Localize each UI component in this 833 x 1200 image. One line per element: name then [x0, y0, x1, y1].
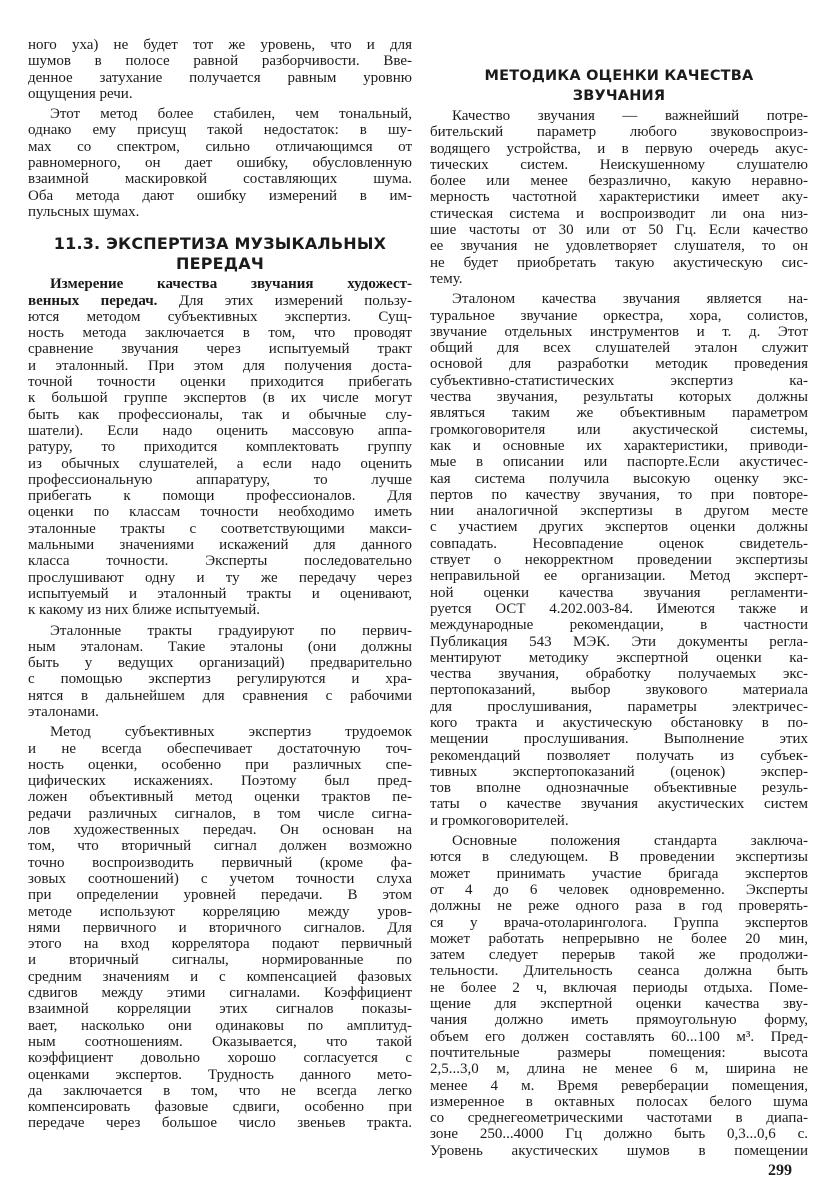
- text-line: [28, 276, 412, 292]
- text-line: должны не реже одного раза в год проверять-: [430, 898, 808, 915]
- text-line: для прослушивания, параметры электричес-: [430, 698, 808, 715]
- text-line: нями первичного и вторичного сигналов. Для: [28, 919, 412, 936]
- text-line: к какому из них ближе испытуемый.: [28, 602, 261, 619]
- text-line: пертопоказаний, выбор звукового материала: [430, 682, 808, 699]
- text-line: пульсных шумах.: [28, 203, 140, 220]
- text-line: ощущения речи.: [28, 85, 133, 102]
- text-line: неправильной ее организации. Метод эксперт-: [430, 568, 808, 585]
- text-line: эталонами.: [28, 703, 99, 720]
- text-line: ным эталонам. Такие эталоны (они должны: [28, 638, 412, 655]
- subsection-heading-line: МЕТОДИКА ОЦЕНКИ КАЧЕСТВА: [484, 68, 754, 84]
- text-line: субъективно-статистических экспертиз ка-: [430, 372, 808, 389]
- text-line: ность метода заключается в том, что проводят: [28, 325, 412, 342]
- text-line: профессиональную аппаратуру, то лучше: [28, 471, 412, 488]
- text-line: международные рекомендации, в частности: [430, 617, 808, 634]
- text-line: сравнение звучания через испытуемый тракт: [28, 341, 412, 358]
- subsection-heading: [430, 66, 808, 106]
- text-line: прибегать к помощи профессионалов. Для: [28, 488, 412, 505]
- text-line: ствует о некорректном проведении экспертизы: [430, 552, 808, 569]
- text-line: ного уха) не будет тот же уровень, что и для: [28, 37, 412, 53]
- text-line: щение для экспертной оценки качества зву-: [430, 996, 808, 1013]
- text-line: коэффициент довольно хорошо согласуется с: [28, 1050, 412, 1067]
- left-column: [28, 37, 412, 1136]
- text-line: нии аналогичной экспертизы в другом месте: [430, 503, 808, 520]
- text-line: Оба метода дают ошибку измерений в им-: [28, 187, 412, 204]
- section-heading-line: ПЕРЕДАЧ: [176, 254, 264, 274]
- text-line: взаимной корреляции этих сигналов показы-: [28, 1001, 412, 1018]
- text-line: как и основные их характеристики, приводи-: [430, 437, 808, 454]
- text-line: рекомендаций позволяет получать из субъек-: [430, 747, 808, 764]
- text-line: взаимной маскировкой составляющих шума.: [28, 171, 412, 188]
- text-line: к большой группе экспертов (в их числе могут: [28, 390, 412, 407]
- text-line: равномерного, он дает ошибку, обусловленную: [28, 155, 412, 172]
- paragraph: [28, 37, 412, 102]
- text-line: мах со спектром, сильно отличающимся от: [28, 138, 412, 155]
- line-text: Для этих измерений пользу-: [157, 292, 412, 309]
- text-line: ложен объективный метод оценки трактов пе-: [28, 789, 412, 806]
- text-line: методе используют корреляцию между уров-: [28, 903, 412, 920]
- subsection-heading-line: ЗВУЧАНИЯ: [572, 88, 666, 104]
- text-line: с помощью экспертиз регулируются и хра-: [28, 671, 412, 688]
- text-line: испытуемый и эталонный тракты и оценивают,: [28, 585, 412, 602]
- page-number: 299: [768, 1162, 792, 1179]
- text-line: тов вполне однозначные объективные резуль-: [430, 780, 808, 797]
- text-line: ее звучания не удовлетворяет слушателя, то он: [430, 238, 808, 255]
- text-line: класса точности. Эксперты последовательно: [28, 553, 412, 570]
- text-line: при определении уровней передачи. В этом: [28, 887, 412, 904]
- text-line: этого на вход коррелятора подают первичный: [28, 936, 412, 953]
- text-line: измеренное в октавных полосах белого шума: [430, 1093, 808, 1110]
- text-line: оценки по классам точности необходимо иметь: [28, 504, 412, 521]
- left-paragraphs-after: [28, 276, 412, 1131]
- text-line: Метод субъективных экспертиз трудоемок: [50, 724, 412, 741]
- text-line: мальными значениями искажений для данного: [28, 537, 412, 554]
- text-line: кая система получила высокую оценку экс-: [430, 470, 808, 487]
- text-line: ратуру, то приходится комплектовать группу: [28, 439, 412, 456]
- bold-lead-text: Измерение качества звучания художест-: [50, 276, 412, 293]
- paragraph: [28, 276, 412, 618]
- text-line: тельности. Длительность сеанса должна быть: [430, 963, 808, 980]
- text-line: являться таким же объективным параметром: [430, 405, 808, 422]
- text-line: средним значениям и с компенсацией фазовых: [28, 968, 412, 985]
- text-line: точной точности оценки приходится прибегать: [28, 374, 412, 391]
- text-line: зовых соотношений) с учетом точности слуха: [28, 870, 412, 887]
- text-line: и эталонный. При этом для получения доста-: [28, 357, 412, 374]
- text-line: и громкоговорителей.: [430, 812, 569, 829]
- text-line: затем следует перерыв такой же продолжи-: [430, 947, 808, 964]
- text-line: [28, 293, 412, 309]
- text-line: тему.: [430, 270, 463, 287]
- text-line: бительский параметр любого звуковоспроиз-: [430, 124, 808, 141]
- text-line: и не всегда обеспечивает достаточную точ-: [28, 740, 412, 757]
- text-line: тивных экспертопоказаний (оценок) экспер-: [430, 763, 808, 780]
- text-line: таты о качестве звучания акустических систем: [430, 796, 808, 813]
- text-line: водящего устройства, и в первую очередь акус-: [430, 140, 808, 157]
- text-line: Публикация 543 МЭК. Эти документы регла-: [430, 633, 808, 650]
- paragraph: [28, 724, 412, 1131]
- right-column: [430, 108, 808, 1163]
- paragraph: [430, 833, 808, 1159]
- text-line: Качество звучания — важнейший потре-: [452, 108, 808, 124]
- text-line: ментируют методику экспертной оценки ка-: [430, 649, 808, 666]
- text-line: совпадать. Несовпадение оценок свидетель-: [430, 535, 808, 552]
- text-line: прослушивают одну и ту же передачу через: [28, 569, 412, 586]
- text-line: шумов в полосе равной разборчивости. Вве-: [28, 53, 412, 70]
- text-line: денное затухание получается равным уровню: [28, 69, 412, 86]
- text-line: Этот метод более стабилен, чем тональный,: [50, 106, 412, 123]
- text-line: может принимать участие бригада экспертов: [430, 865, 808, 882]
- text-line: и вторичный сигналы, нормированные по: [28, 952, 412, 969]
- text-line: туральное звучание оркестра, хора, солистов,: [430, 307, 808, 324]
- text-line: том, что вторичный сигнал должен возможно: [28, 838, 412, 855]
- text-line: из обычных слушателей, а если надо оценить: [28, 455, 412, 472]
- text-line: быть как профессионалы, так и обычные слу-: [28, 406, 412, 423]
- section-heading-line: 11.3. ЭКСПЕРТИЗА МУЗЫКАЛЬНЫХ: [53, 234, 387, 254]
- text-line: передаче через большое число звеньев тракта.: [28, 1115, 412, 1132]
- text-line: зоне 250...4000 Гц должно быть 0,3...0,6 с.: [430, 1126, 808, 1143]
- text-line: мещении прослушивания. Выполнение этих: [430, 731, 808, 748]
- text-line: мерность частотной характеристики имеет аку-: [430, 189, 808, 206]
- text-line: с участием других экспертов оценки должны: [430, 519, 808, 536]
- text-line: руется ОСТ 4.202.003-84. Имеются также и: [430, 600, 808, 617]
- text-line: может работать непрерывно не более 20 мин,: [430, 930, 808, 947]
- text-line: основой для разработки методик проведения: [430, 356, 808, 373]
- text-line: от 4 до 6 человек одновременно. Эксперты: [430, 881, 808, 898]
- text-line: общий для всех слушателей эталон служит: [430, 340, 808, 357]
- text-line: Основные положения стандарта заключа-: [452, 833, 808, 850]
- text-line: эталонные тракты с соответствующими макси-: [28, 520, 412, 537]
- text-line: Уровень акустических шумов в помещении: [430, 1142, 808, 1159]
- text-line: лов художественных передач. Он основан на: [28, 822, 412, 839]
- text-line: Эталонные тракты градуируют по первич-: [50, 622, 412, 639]
- text-line: чества звучания, результаты которых должны: [430, 389, 808, 406]
- text-line: почтительные размеры помещения: высота: [430, 1044, 808, 1061]
- text-line: шие частоты от 30 или от 50 Гц. Если качество: [430, 222, 808, 239]
- text-line: более или менее безразлично, какую неравно-: [430, 173, 808, 190]
- text-line: чания должно иметь прямоугольную форму,: [430, 1012, 808, 1029]
- text-line: громкоговорителя или акустической системы,: [430, 421, 808, 438]
- text-line: кого тракта и акустическую обстановку в по-: [430, 714, 808, 731]
- paragraph: [430, 108, 808, 287]
- paragraph: [28, 106, 412, 220]
- text-line: чества звучания, обработку получаемых экс-: [430, 666, 808, 683]
- text-line: Эталоном качества звучания является на-: [452, 291, 808, 308]
- text-line: ются методом субъективных экспертиз. Сущ-: [28, 308, 412, 325]
- bold-lead-text: венных передач.: [28, 292, 158, 309]
- text-line: компенсировать фазовые сдвиги, особенно при: [28, 1099, 412, 1116]
- paragraph: [28, 623, 412, 721]
- text-line: звучание отдельных инструментов и т. д. Этот: [430, 323, 808, 340]
- text-line: нятся в дальнейшем для сравнения с рабочими: [28, 687, 412, 704]
- text-line: мые в описании или паспорте.Если акустичес-: [430, 454, 808, 471]
- text-line: менее 4 м. Время реверберации помещения,: [430, 1077, 808, 1094]
- text-line: вает, насколько они одинаковы по амплитуд-: [28, 1017, 412, 1034]
- text-line: ность оценки, особенно при различных спе-: [28, 756, 412, 773]
- text-line: редачи различных сигналов, в том числе сигна-: [28, 805, 412, 822]
- text-line: шатели). Если надо оценить массовую аппа-: [28, 422, 412, 439]
- text-line: да заключается в том, что не всегда легко: [28, 1082, 412, 1099]
- text-line: ным соотношениям. Оказывается, что такой: [28, 1033, 412, 1050]
- text-line: пертов по качеству звучания, то при повторе-: [430, 486, 808, 503]
- text-line: не будет приобретать такую акустическую сис-: [430, 254, 808, 271]
- text-line: точно воспроизводить первичный (кроме фа-: [28, 854, 412, 871]
- text-line: тических систем. Неискушенному слушателю: [430, 156, 808, 173]
- left-paragraphs-before: [28, 37, 412, 220]
- text-line: ной оценки качества звучания регламенти-: [430, 584, 808, 601]
- text-line: однако ему присущ такой недостаток: в шу-: [28, 122, 412, 139]
- text-line: сдвигов между этими сигналами. Коэффициент: [28, 985, 412, 1002]
- paragraph: [430, 291, 808, 829]
- text-line: цифических искажениях. Поэтому был пред-: [28, 773, 412, 790]
- text-line: со среднегеометрическими частотами в диапа-: [430, 1110, 808, 1127]
- text-line: стическая система и воспроизводит ли она низ-: [430, 205, 808, 222]
- text-line: оценками экспертов. Трудность данного мето-: [28, 1066, 412, 1083]
- text-line: не более 2 ч, включая периоды отдыха. Поме-: [430, 979, 808, 996]
- text-line: ся у врача-отоларинголога. Группа экспертов: [430, 914, 808, 931]
- text-line: ются в следующем. В проведении экспертизы: [430, 849, 808, 866]
- text-line: объем его должен составлять 60...100 м³. Пред-: [430, 1028, 808, 1045]
- section-heading: [28, 234, 412, 274]
- text-line: 2,5...3,0 м, длина не менее 6 м, ширина не: [430, 1061, 808, 1078]
- text-line: быть у ведущих организаций) предварительно: [28, 655, 412, 672]
